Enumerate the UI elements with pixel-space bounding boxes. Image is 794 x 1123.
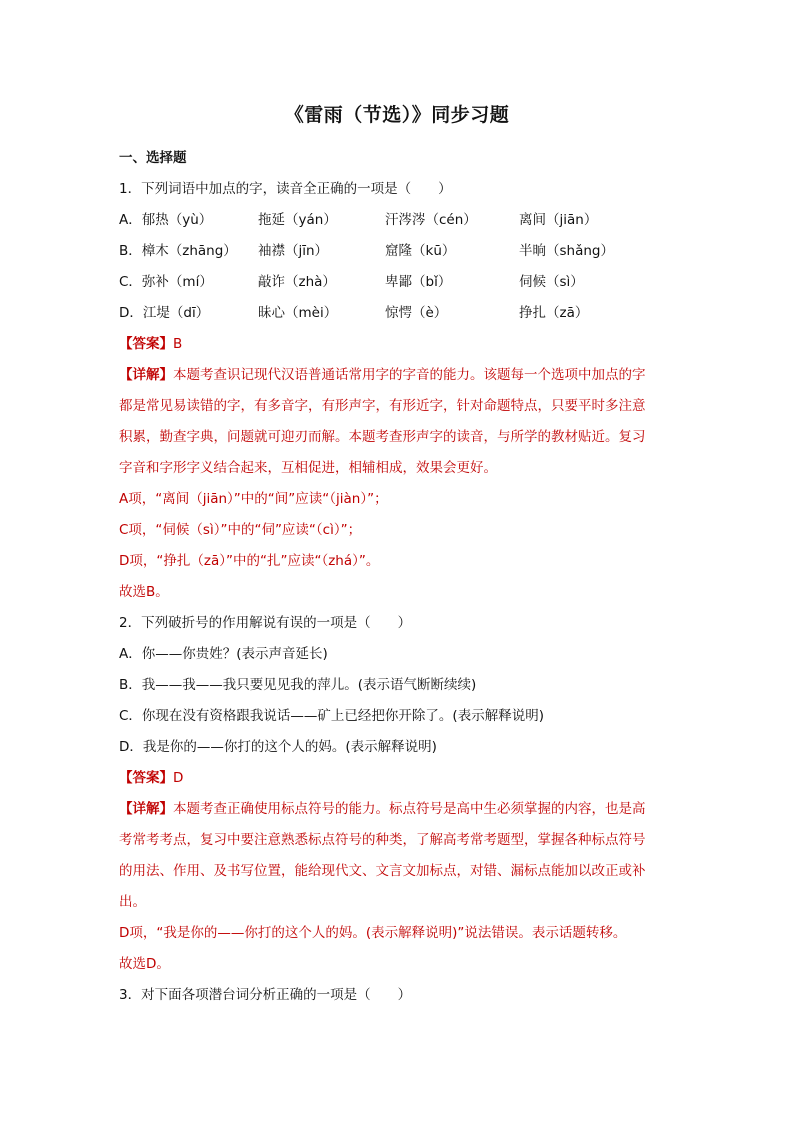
question-2-option-d: D．我是你的——你打的这个人的妈。(表示解释说明) xyxy=(119,739,437,755)
option-a-word-4: 离间（jiān） xyxy=(519,212,598,228)
question-1-conclusion: 故选B。 xyxy=(119,584,169,600)
page-title: 《雷雨（节选）》同步习题 xyxy=(284,104,510,126)
question-2-detail-line-3: 的用法、作用、及书写位置，能给现代文、文言文加标点，对错、漏标点能加以改正或补 xyxy=(119,863,646,879)
question-2-detail-line-4: 出。 xyxy=(119,894,146,910)
question-2-option-b: B．我——我——我只要见见我的萍儿。(表示语气断断续续) xyxy=(119,677,477,693)
answer-tag: 【答案】 xyxy=(119,770,173,786)
question-3-stem: 3．对下面各项潜台词分析正确的一项是（ ） xyxy=(119,987,412,1003)
detail-text: 本题考查正确使用标点符号的能力。标点符号是高中生必须掌握的内容，也是高 xyxy=(173,801,646,817)
question-2-detail-line-1 xyxy=(119,794,679,825)
question-1-option-row-c xyxy=(119,267,679,298)
question-1-note-c: C项，“伺候（sì）”中的“伺”应读“（cì）”； xyxy=(119,522,362,538)
question-1-option-row-d xyxy=(119,298,679,329)
option-b-word-2: 袖襟（jīn） xyxy=(258,243,329,259)
option-b-word-1: B．樟木（zhāng） xyxy=(119,243,237,259)
question-2-stem: 2．下列破折号的作用解说有误的一项是（ ） xyxy=(119,615,412,631)
document-body xyxy=(119,143,679,1011)
question-2-answer xyxy=(119,763,679,794)
option-d-word-1: D．江堤（dī） xyxy=(119,305,210,321)
option-a-word-3: 汗涔涔（cén） xyxy=(385,212,477,228)
question-2-option-a: A．你——你贵姓？(表示声音延长) xyxy=(119,646,328,662)
question-1-note-d: D项，“挣扎（zā）”中的“扎”应读“（zhá）”。 xyxy=(119,553,380,569)
section-heading: 一、选择题 xyxy=(119,150,187,166)
question-1-option-row-a xyxy=(119,205,679,236)
question-1-detail-line-3: 积累，勤查字典，问题就可迎刃而解。本题考查形声字的读音，与所学的教材贴近。复习 xyxy=(119,429,646,445)
detail-tag: 【详解】 xyxy=(119,801,173,817)
question-1-note-a: A项，“离间（jiān）”中的“间”应读“（jiàn）”； xyxy=(119,491,388,507)
question-2-option-c: C．你现在没有资格跟我说话——矿上已经把你开除了。(表示解释说明) xyxy=(119,708,544,724)
question-1-option-row-b xyxy=(119,236,679,267)
option-c-word-4: 伺候（sì） xyxy=(519,274,584,290)
question-1-answer xyxy=(119,329,679,360)
option-d-word-3: 惊愕（è） xyxy=(385,305,448,321)
option-c-word-3: 卑鄙（bǐ） xyxy=(385,274,452,290)
question-2-note-d: D项，“我是你的——你打的这个人的妈。(表示解释说明)”说法错误。表示话题转移。 xyxy=(119,925,627,941)
question-2-conclusion: 故选D。 xyxy=(119,956,170,972)
answer-tag: 【答案】 xyxy=(119,336,173,352)
detail-text: 本题考查识记现代汉语普通话常用字的字音的能力。该题每一个选项中加点的字 xyxy=(173,367,646,383)
option-d-word-4: 挣扎（zā） xyxy=(519,305,589,321)
question-1-detail-line-1 xyxy=(119,360,679,391)
option-a-word-2: 拖延（yán） xyxy=(258,212,337,228)
question-1-stem: 1．下列词语中加点的字，读音全正确的一项是（ ） xyxy=(119,181,452,197)
answer-value: D xyxy=(173,770,184,786)
option-c-word-1: C．弥补（mí） xyxy=(119,274,213,290)
option-d-word-2: 昧心（mèi） xyxy=(258,305,338,321)
option-b-word-3: 窟隆（kū） xyxy=(385,243,456,259)
question-1-detail-line-2: 都是常见易读错的字，有多音字，有形声字，有形近字，针对命题特点，只要平时多注意 xyxy=(119,398,646,414)
option-c-word-2: 敲诈（zhà） xyxy=(258,274,336,290)
detail-tag: 【详解】 xyxy=(119,367,173,383)
answer-value: B xyxy=(173,336,183,352)
question-1-detail-line-4: 字音和字形字义结合起来，互相促进，相辅相成，效果会更好。 xyxy=(119,460,497,476)
question-2-detail-line-2: 考常考考点，复习中要注意熟悉标点符号的种类，了解高考常考题型，掌握各种标点符号 xyxy=(119,832,646,848)
option-a-word-1: A．郁热（yù） xyxy=(119,212,213,228)
option-b-word-4: 半晌（shǎng） xyxy=(519,243,614,259)
